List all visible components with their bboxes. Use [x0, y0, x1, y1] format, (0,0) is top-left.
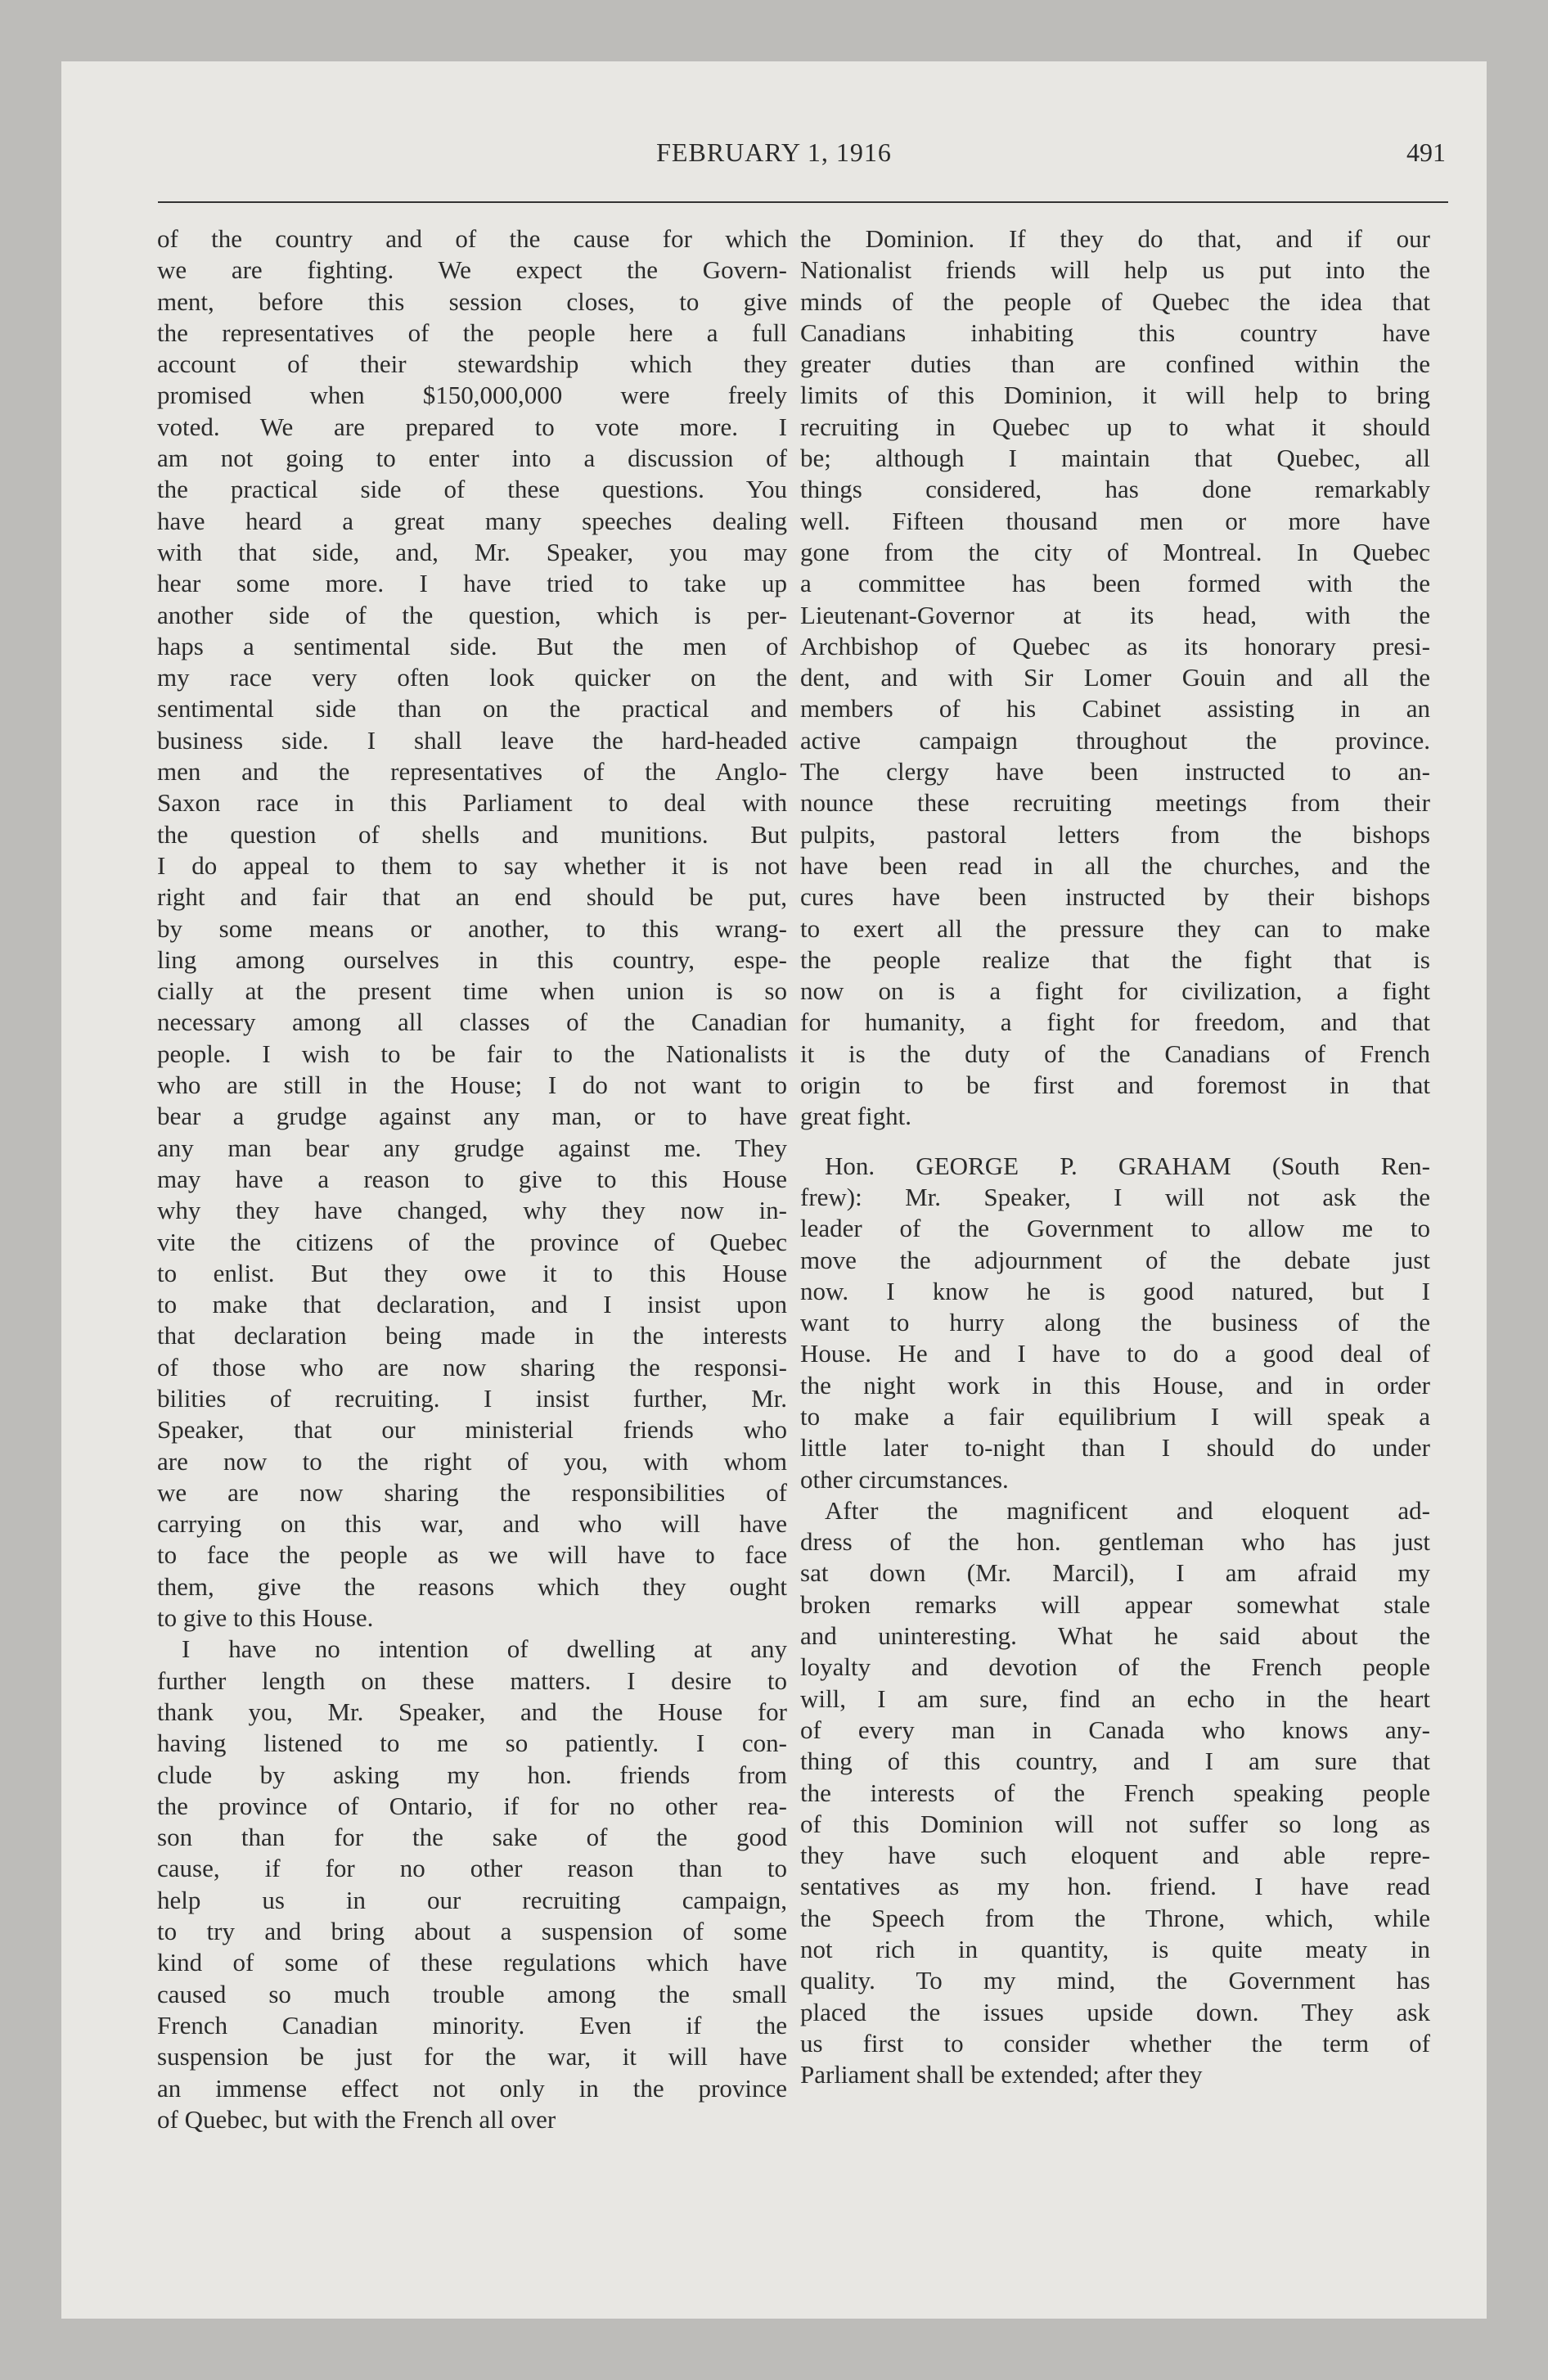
text-line: the night work in this House, and in order: [800, 1370, 1430, 1400]
text-line: Parliament shall be extended; after they: [800, 2060, 1203, 2089]
text-line: limits of this Dominion, it will help to bring: [800, 381, 1430, 410]
text-line: the people realize that the fight that is: [800, 944, 1430, 974]
text-line: to make that declaration, and I insist upon: [157, 1290, 787, 1319]
text-line: haps a sentimental side. But the men of: [157, 631, 787, 660]
page-sheet: [61, 61, 1487, 2319]
text-line: the Speech from the Throne, which, while: [800, 1903, 1430, 1932]
text-line: that declaration being made in the interests: [157, 1321, 787, 1350]
text-line: voted. We are prepared to vote more. I: [157, 412, 787, 441]
text-line: move the adjournment of the debate just: [800, 1245, 1430, 1274]
text-line: House. He and I have to do a good deal of: [800, 1339, 1430, 1368]
text-line: sat down (Mr. Marcil), I am afraid my: [800, 1558, 1430, 1588]
text-line: placed the issues upside down. They ask: [800, 1997, 1430, 2026]
header-rule: [158, 201, 1448, 203]
text-line: to make a fair equilibrium I will speak a: [800, 1401, 1430, 1431]
text-line: French Canadian minority. Even if the: [157, 2010, 787, 2040]
text-line: for humanity, a fight for freedom, and that: [800, 1007, 1430, 1037]
text-line: we are now sharing the responsibilities of: [157, 1477, 787, 1507]
text-line: sentimental side than on the practical and: [157, 694, 787, 723]
text-line: account of their stewardship which they: [157, 349, 787, 379]
text-line: we are fighting. We expect the Govern-: [157, 255, 787, 285]
text-line: have heard a great many speeches dealing: [157, 506, 787, 535]
text-line: leader of the Government to allow me to: [800, 1214, 1430, 1243]
text-line: men and the representatives of the Anglo-: [157, 757, 787, 787]
right-column-graham-speech: [800, 1151, 1430, 2091]
right-column-marcil-conclusion: [800, 223, 1430, 1133]
text-line: Archbishop of Quebec as its honorary presi-: [800, 631, 1430, 660]
text-line: After the magnificent and eloquent ad-: [825, 1495, 1430, 1525]
text-line: origin to be first and foremost in that: [800, 1071, 1430, 1100]
text-line: minds of the people of Quebec the idea that: [800, 286, 1430, 316]
text-line: by some means or another, to this wrang-: [157, 913, 787, 943]
text-line: people. I wish to be fair to the Nationalists: [157, 1039, 787, 1068]
text-line: the practical side of these questions. You: [157, 475, 787, 504]
text-line: a committee has been formed with the: [800, 569, 1430, 598]
text-line: dress of the hon. gentleman who has just: [800, 1527, 1430, 1557]
text-line: nounce these recruiting meetings from their: [800, 788, 1430, 818]
text-line: bilities of recruiting. I insist further, Mr.: [157, 1383, 787, 1413]
text-line: thank you, Mr. Speaker, and the House for: [157, 1697, 787, 1726]
paragraph-gap: [800, 1133, 1430, 1151]
text-line: another side of the question, which is per-: [157, 600, 787, 629]
text-line: now. I know he is good natured, but I: [800, 1276, 1430, 1305]
text-line: hear some more. I have tried to take up: [157, 569, 787, 598]
text-line: my race very often look quicker on the: [157, 663, 787, 692]
text-line: Nationalist friends will help us put into the: [800, 255, 1430, 285]
text-line: why they have changed, why they now in-: [157, 1196, 787, 1225]
text-line: son than for the sake of the good: [157, 1823, 787, 1852]
text-line: have been read in all the churches, and the: [800, 850, 1430, 880]
text-line: bear a grudge against any man, or to have: [157, 1102, 787, 1131]
text-line: The clergy have been instructed to an-: [800, 757, 1430, 787]
text-line: now on is a fight for civilization, a fight: [800, 976, 1430, 1006]
text-line: other circumstances.: [800, 1464, 1009, 1494]
text-line: to try and bring about a suspension of some: [157, 1917, 787, 1946]
text-line: the representatives of the people here a full: [157, 318, 787, 347]
text-line: further length on these matters. I desire to: [157, 1666, 787, 1695]
text-line: broken remarks will appear somewhat stale: [800, 1589, 1430, 1619]
text-line: to give to this House.: [157, 1603, 374, 1633]
text-line: frew): Mr. Speaker, I will not ask the: [800, 1182, 1430, 1211]
text-line: any man bear any grudge against me. They: [157, 1133, 787, 1162]
running-head: FEBRUARY 1, 1916: [656, 137, 892, 167]
page-header: [61, 137, 1487, 178]
text-line: gone from the city of Montreal. In Quebec: [800, 537, 1430, 566]
text-line: greater duties than are confined within the: [800, 349, 1430, 379]
page-number: 491: [1406, 137, 1446, 167]
text-line: thing of this country, and I am sure that: [800, 1747, 1430, 1776]
text-line: members of his Cabinet assisting in an: [800, 694, 1430, 723]
text-line: Hon. GEORGE P. GRAHAM (South Ren-: [825, 1151, 1430, 1180]
text-line: vite the citizens of the province of Quebec: [157, 1227, 787, 1256]
text-line: the province of Ontario, if for no other rea-: [157, 1791, 787, 1820]
text-line: active campaign throughout the province.: [800, 725, 1430, 755]
text-line: cause, if for no other reason than to: [157, 1854, 787, 1883]
text-line: suspension be just for the war, it will have: [157, 2042, 787, 2071]
text-line: are now to the right of you, with whom: [157, 1446, 787, 1476]
text-line: recruiting in Quebec up to what it should: [800, 412, 1430, 441]
text-line: help us in our recruiting campaign,: [157, 1885, 787, 1914]
text-line: ling among ourselves in this country, espe-: [157, 944, 787, 974]
text-line: great fight.: [800, 1102, 912, 1131]
text-line: cially at the present time when union is so: [157, 976, 787, 1006]
text-line: quality. To my mind, the Government has: [800, 1966, 1430, 1995]
text-line: an immense effect not only in the province: [157, 2073, 787, 2103]
text-line: us first to consider whether the term of: [800, 2028, 1430, 2058]
text-line: I have no intention of dwelling at any: [182, 1634, 787, 1664]
text-line: things considered, has done remarkably: [800, 475, 1430, 504]
text-line: right and fair that an end should be put,: [157, 882, 787, 912]
text-line: having listened to me so patiently. I con-: [157, 1729, 787, 1758]
text-line: sentatives as my hon. friend. I have read: [800, 1872, 1430, 1901]
text-line: to exert all the pressure they can to make: [800, 913, 1430, 943]
text-line: necessary among all classes of the Canadian: [157, 1007, 787, 1037]
text-line: cures have been instructed by their bishops: [800, 882, 1430, 912]
text-line: of those who are now sharing the responsi-: [157, 1352, 787, 1382]
text-line: the Dominion. If they do that, and if our: [800, 224, 1430, 253]
text-line: dent, and with Sir Lomer Gouin and all the: [800, 663, 1430, 692]
text-line: well. Fifteen thousand men or more have: [800, 506, 1430, 535]
text-line: pulpits, pastoral letters from the bishops: [800, 819, 1430, 849]
text-line: the question of shells and munitions. But: [157, 819, 787, 849]
text-line: caused so much trouble among the small: [157, 1979, 787, 2008]
text-line: and uninteresting. What he said about the: [800, 1621, 1430, 1651]
text-line: Saxon race in this Parliament to deal with: [157, 788, 787, 818]
text-line: they have such eloquent and able repre-: [800, 1841, 1430, 1870]
text-line: of this Dominion will not suffer so long as: [800, 1809, 1430, 1838]
text-line: clude by asking my hon. friends from: [157, 1760, 787, 1789]
text-line: Speaker, that our ministerial friends who: [157, 1415, 787, 1445]
text-line: to face the people as we will have to face: [157, 1540, 787, 1570]
text-line: ment, before this session closes, to give: [157, 286, 787, 316]
text-line: of the country and of the cause for which: [157, 224, 787, 253]
text-line: may have a reason to give to this House: [157, 1164, 787, 1193]
text-line: it is the duty of the Canadians of French: [800, 1039, 1430, 1068]
text-line: of Quebec, but with the French all over: [157, 2104, 556, 2134]
text-line: business side. I shall leave the hard-headed: [157, 725, 787, 755]
text-line: will, I am sure, find an echo in the heart: [800, 1684, 1430, 1713]
text-line: be; although I maintain that Quebec, all: [800, 444, 1430, 473]
text-line: to enlist. But they owe it to this House: [157, 1258, 787, 1287]
left-column: [157, 223, 787, 2135]
text-line: want to hurry along the business of the: [800, 1308, 1430, 1337]
right-column: [800, 223, 1430, 2091]
text-line: Canadians inhabiting this country have: [800, 318, 1430, 347]
text-line: promised when $150,000,000 were freely: [157, 381, 787, 410]
text-line: the interests of the French speaking people: [800, 1778, 1430, 1807]
text-line: kind of some of these regulations which have: [157, 1948, 787, 1977]
text-line: who are still in the House; I do not want to: [157, 1071, 787, 1100]
text-line: with that side, and, Mr. Speaker, you may: [157, 537, 787, 566]
text-line: them, give the reasons which they ought: [157, 1571, 787, 1601]
text-line: loyalty and devotion of the French people: [800, 1652, 1430, 1682]
text-line: carrying on this war, and who will have: [157, 1509, 787, 1539]
text-line: not rich in quantity, is quite meaty in: [800, 1935, 1430, 1964]
text-line: I do appeal to them to say whether it is not: [157, 850, 787, 880]
text-line: little later to-night than I should do under: [800, 1433, 1430, 1463]
text-line: of every man in Canada who knows any-: [800, 1715, 1430, 1744]
text-line: Lieutenant-Governor at its head, with the: [800, 600, 1430, 629]
text-line: am not going to enter into a discussion of: [157, 444, 787, 473]
